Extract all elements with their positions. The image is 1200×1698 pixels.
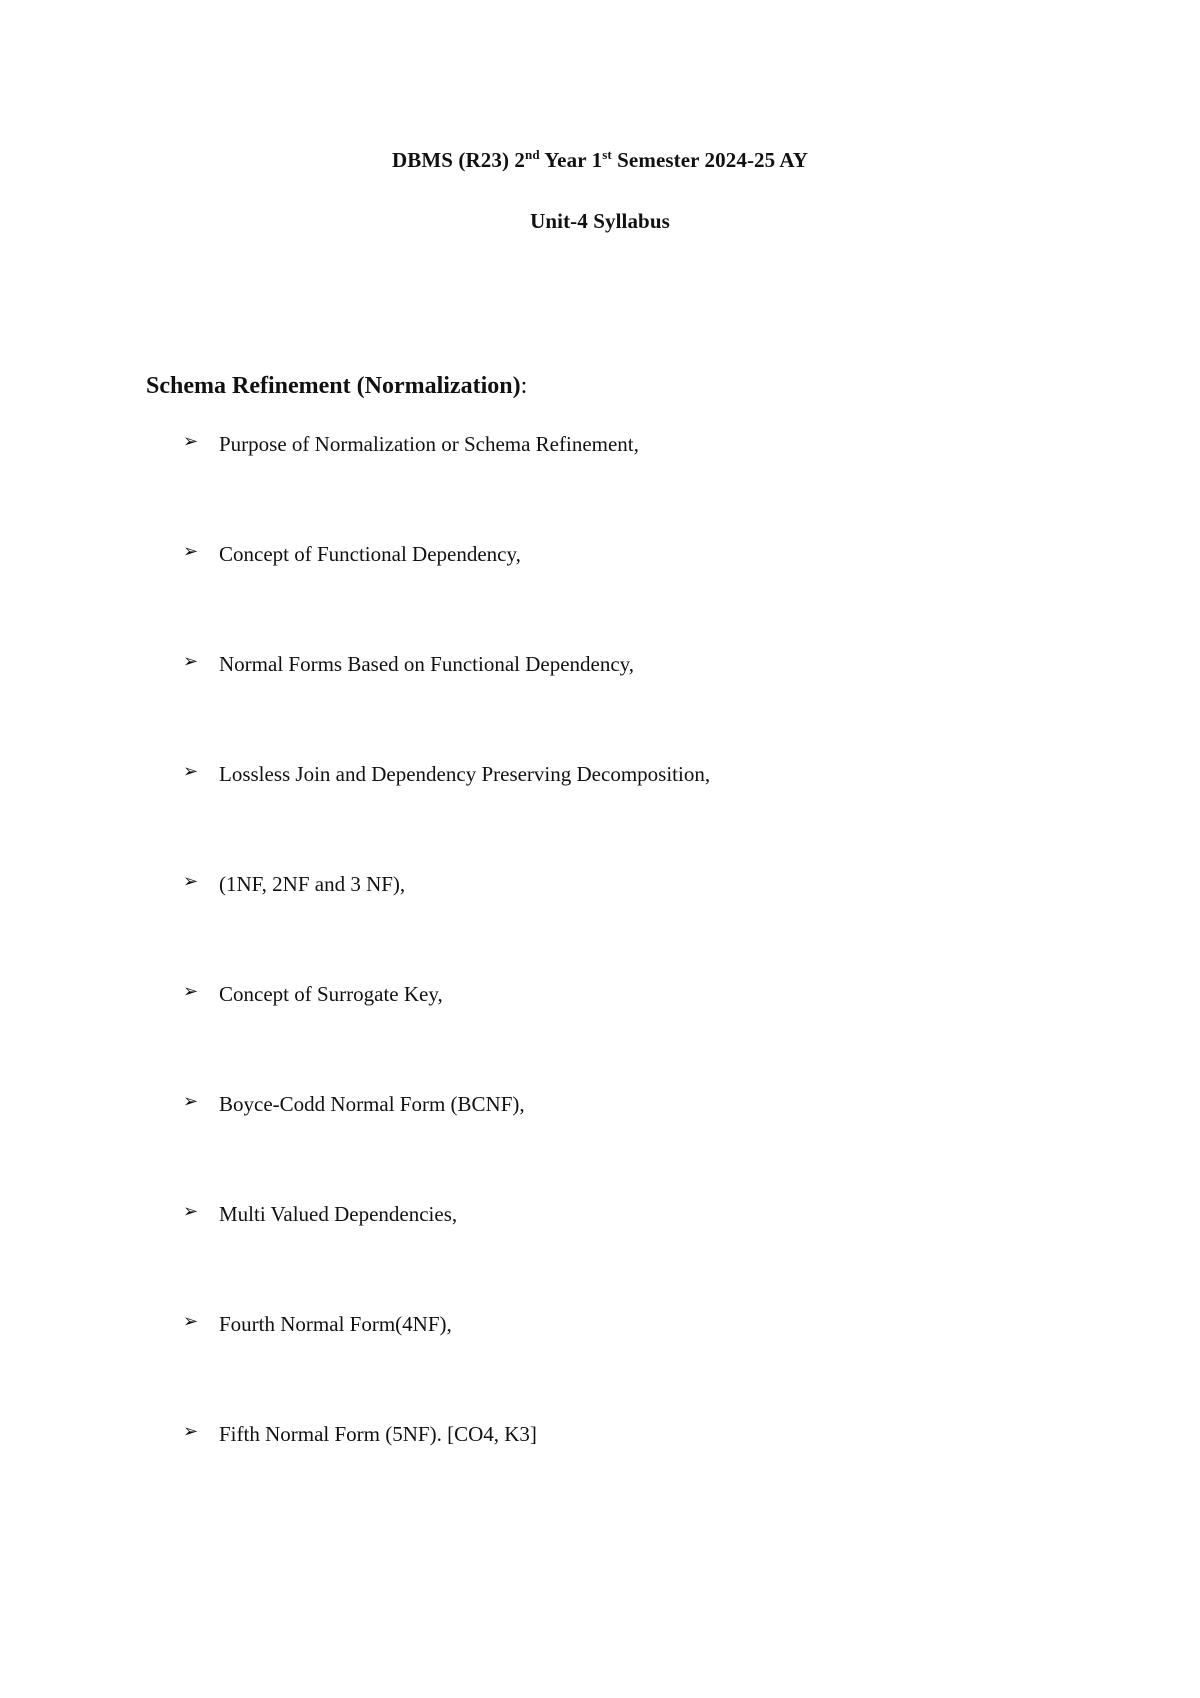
arrow-right-icon: ➢	[183, 1091, 199, 1112]
list-item	[183, 982, 710, 1092]
document-subtitle: Unit-4 Syllabus	[530, 209, 670, 233]
title-superscript-st: st	[602, 147, 612, 162]
document-title	[0, 148, 1200, 173]
list-item	[183, 432, 710, 542]
topic-text: Fourth Normal Form(4NF),	[219, 1312, 452, 1336]
topic-text: Boyce-Codd Normal Form (BCNF),	[219, 1092, 525, 1116]
section-heading-colon: :	[520, 373, 528, 399]
section-heading-text: Schema Refinement (Normalization)	[146, 373, 521, 399]
arrow-right-icon: ➢	[183, 1421, 199, 1442]
arrow-right-icon: ➢	[183, 871, 199, 892]
topic-text: Multi Valued Dependencies,	[219, 1202, 458, 1226]
list-item	[183, 652, 710, 762]
arrow-right-icon: ➢	[183, 1311, 199, 1332]
topic-text: Purpose of Normalization or Schema Refinement,	[219, 432, 639, 456]
topic-text: (1NF, 2NF and 3 NF),	[219, 872, 406, 896]
list-item	[183, 1312, 710, 1422]
list-item	[183, 1422, 710, 1532]
section-heading	[146, 373, 527, 400]
arrow-right-icon: ➢	[183, 1201, 199, 1222]
list-item	[183, 872, 710, 982]
arrow-right-icon: ➢	[183, 541, 199, 562]
list-item	[183, 762, 710, 872]
title-middle: Year 1	[539, 148, 603, 172]
topic-text: Concept of Functional Dependency,	[219, 542, 521, 566]
title-superscript-nd: nd	[525, 147, 540, 162]
arrow-right-icon: ➢	[183, 651, 199, 672]
topic-list	[183, 432, 710, 1532]
topic-text: Concept of Surrogate Key,	[219, 982, 443, 1006]
title-prefix: DBMS (R23) 2	[391, 148, 525, 172]
title-suffix: Semester 2024-25 AY	[611, 148, 809, 172]
topic-text: Normal Forms Based on Functional Dependency,	[219, 652, 635, 676]
arrow-right-icon: ➢	[183, 761, 199, 782]
topic-text: Fifth Normal Form (5NF). [CO4, K3]	[219, 1422, 537, 1446]
topic-text: Lossless Join and Dependency Preserving Decomposition,	[219, 762, 711, 786]
list-item	[183, 542, 710, 652]
arrow-right-icon: ➢	[183, 981, 199, 1002]
list-item	[183, 1092, 710, 1202]
list-item	[183, 1202, 710, 1312]
arrow-right-icon: ➢	[183, 431, 199, 452]
